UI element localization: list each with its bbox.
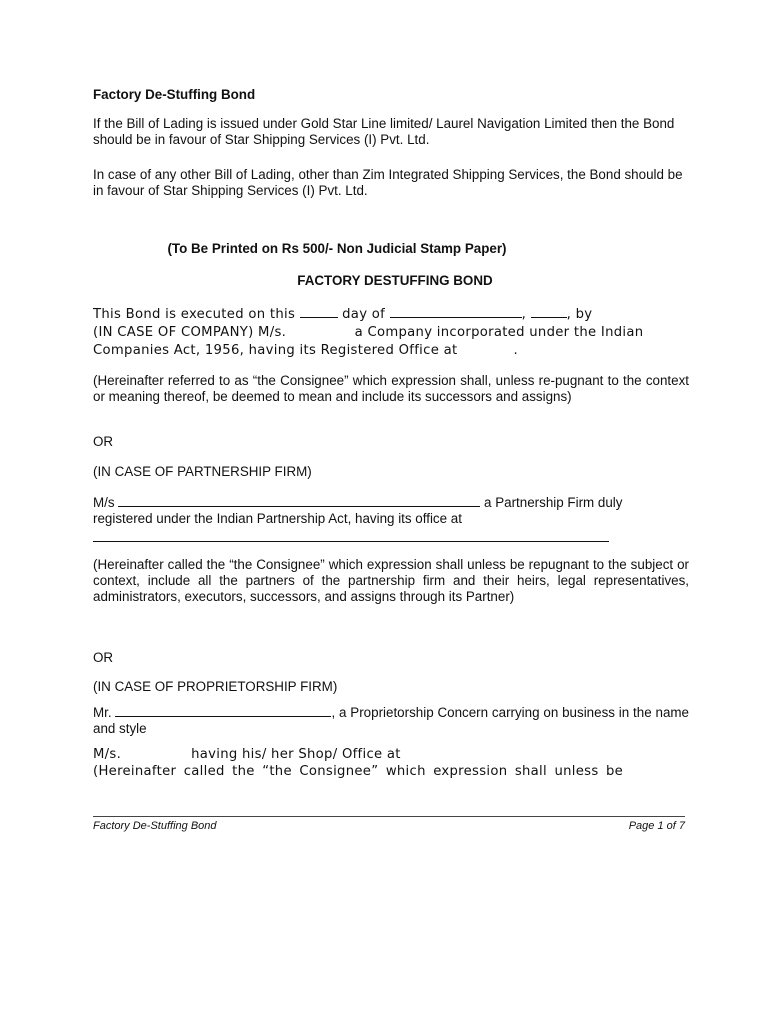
footer-rule: [93, 816, 685, 817]
ms-shop-line: [93, 746, 689, 763]
consignee-clause-partnership: (Hereinafter called the “the Consignee” which expression shall unless be repugnant to the subject or context, include all the partners of the partnership firm and their heirs, legal representatives, administrators, executors, successors, and assigns through its Partner): [93, 557, 689, 604]
or-divider-2: OR: [93, 650, 114, 665]
execution-text-5: (IN CASE OF COMPANY) M/s.: [93, 325, 287, 340]
month-blank: [390, 317, 522, 318]
consignee-clause-company: (Hereinafter referred to as “the Consignee” which expression shall, unless re-pugnant to the context or meaning thereof, be deemed to mean and include its successors and assigns): [93, 373, 689, 404]
intro-paragraph-2: In case of any other Bill of Lading, other than Zim Integrated Shipping Services, the Bond should be in favour of Star Shipping Services (I) Pvt. Ltd.: [93, 167, 683, 198]
partnership-clause: [93, 495, 673, 527]
stamp-paper-note: (To Be Printed on Rs 500/- Non Judicial Stamp Paper): [167, 241, 507, 256]
execution-text-1: This Bond is executed on this: [93, 307, 296, 322]
partnership-address-blank: [93, 541, 609, 542]
page-footer: [93, 820, 685, 832]
partnership-name-blank: [118, 506, 480, 507]
document-heading: Factory De-Stuffing Bond: [93, 87, 256, 102]
footer-document-name: Factory De-Stuffing Bond: [93, 820, 217, 832]
proprietor-name-blank: [115, 716, 331, 717]
year-blank: [531, 317, 567, 318]
footer-page-number: Page 1 of 7: [628, 820, 685, 832]
proprietorship-clause-text: , a Proprietorship Concern carrying on business in the name and style: [93, 705, 689, 736]
proprietor-mr-label: Mr.: [93, 705, 112, 720]
partnership-heading: (IN CASE OF PARTNERSHIP FIRM): [93, 464, 312, 479]
execution-text-3: ,: [521, 307, 527, 322]
proprietorship-clause: [93, 705, 689, 737]
partnership-clause-text: a Partnership Firm duly registered under the Indian Partnership Act, having its office at: [93, 495, 623, 526]
shop-office-text: having his/ her Shop/ Office at: [191, 747, 401, 762]
day-blank: [300, 317, 338, 318]
execution-text-2: day of: [342, 307, 386, 322]
proprietorship-heading: (IN CASE OF PROPRIETORSHIP FIRM): [93, 679, 338, 694]
intro-paragraph-1: If the Bill of Lading is issued under Gold Star Line limited/ Laurel Navigation Limited then the Bond should be in favour of Star Shipping Services (I) Pvt. Ltd.: [93, 116, 675, 147]
consignee-clause-proprietor: (Hereinafter called the “the Consignee” which expression shall unless be: [93, 764, 624, 779]
or-divider-1: OR: [93, 434, 114, 449]
partnership-ms-label: M/s: [93, 495, 115, 510]
execution-clause: [93, 306, 659, 360]
bond-title: FACTORY DESTUFFING BOND: [297, 273, 493, 288]
execution-text-4: , by: [566, 307, 593, 322]
ms-label: M/s.: [93, 747, 122, 762]
execution-text-7: .: [513, 343, 518, 358]
execution-text-6: a Company incorporated under the Indian Companies Act, 1956, having its Registered Office at: [93, 325, 644, 358]
